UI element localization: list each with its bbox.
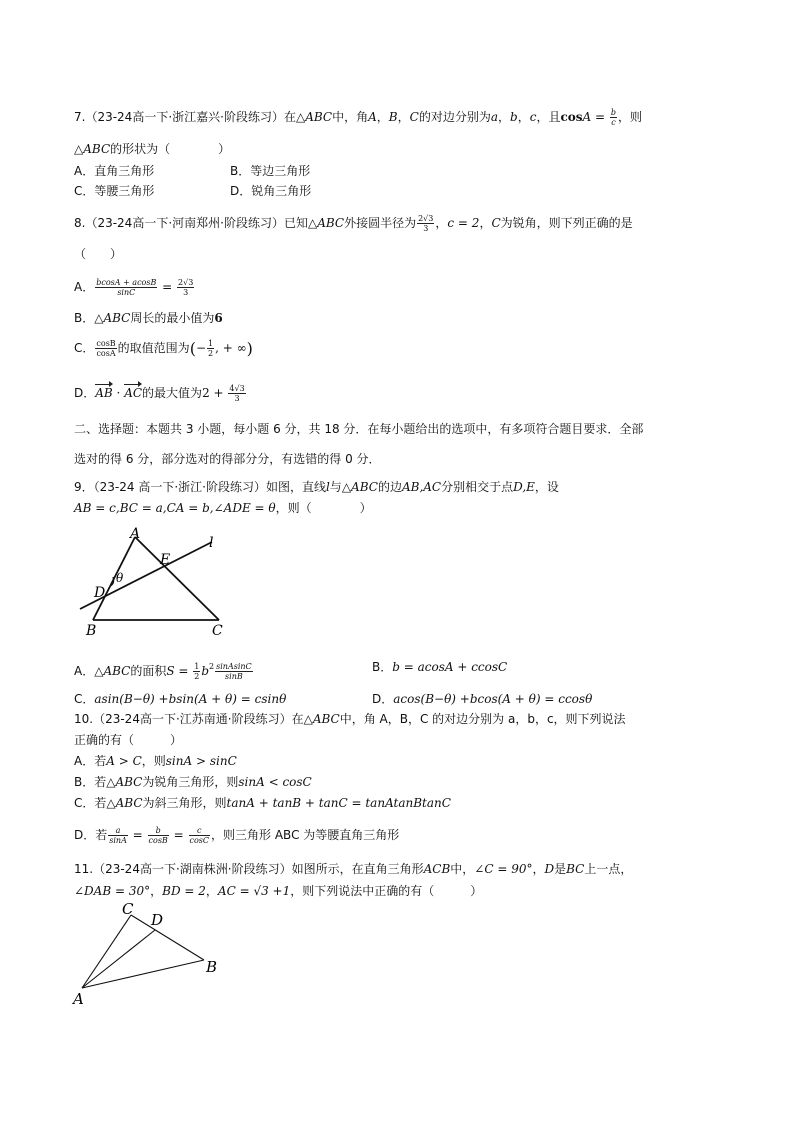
q9-opta-b: b [201,664,210,678]
q11-label-D: D [151,911,164,929]
q11-label-B: B [206,958,218,976]
q9-opta-fnum: sinAsinC [216,662,252,671]
q7-option-a[interactable]: A．直角三角形 [74,164,155,178]
q11-stem [74,860,632,878]
q8-optc-den: cosA [96,349,116,358]
q10-optd-label: D．若 [74,828,108,842]
q11-figure [70,900,230,1010]
q9-label-E: E [160,552,171,568]
q11-label-A: A [73,990,84,1008]
q10-optc-text: 为斜三角形，则 [142,796,227,810]
q8-optc-neg: − [195,341,206,355]
q10-optd-d2: cosB [148,836,168,845]
q9-option-d[interactable] [372,690,592,708]
q7-comma1: ， [376,110,389,124]
q7-C: C [409,110,419,124]
q10-optd-d3: cosC [189,836,210,845]
q11-mid2: ， [532,862,545,876]
q9-stem [74,478,559,496]
q7-b: b [510,110,518,124]
q8-optd-label: D． [74,386,96,400]
q10-tail: 中，角 A，B，C 的对边分别为 a，b，c，则下列说法 [339,712,626,726]
q8-radius-frac [417,214,434,233]
q8-optd-vec-ab: AB [95,386,113,400]
q10-optd-frac3 [189,826,211,845]
q11-mid3: 是 [554,862,567,876]
q9-option-b[interactable] [372,658,507,676]
q9-label-A: A [130,526,141,542]
q11-BC: BC [566,862,585,876]
q8-optb-tri: △ [94,311,104,325]
q10-opta-res: sinA > sinC [165,754,237,768]
section2-header-line1: 二、选择题：本题共 3 小题，每小题 6 分，共 18 分．在每小题给出的选项中，有多项符合题目要求．全部 [74,422,644,436]
q10-optc-tri: △ [106,796,116,810]
q8-paren: （ ） [74,247,123,261]
q9-tri: △ [341,480,352,494]
q11-lead: 11.（23-24高一下·湖南株洲·阶段练习）如图所示，在直角三角形 [74,862,424,876]
q10-optd-frac2 [148,826,169,845]
q8-optb-val: 6 [214,311,223,325]
q10-optd-d1: sinA [109,836,127,845]
q11-angle: ∠C = 90° [474,862,533,876]
q7-option-c[interactable]: C．等腰三角形 [74,184,155,198]
q8-opta-num: bcosA + acosB [96,278,157,287]
q8-mid3: ， [479,216,492,230]
q10-optb-text: 为锐角三角形，则 [142,775,239,789]
q9-opta-hnum: 1 [194,662,200,671]
q11-D: D [544,862,555,876]
q8-optd-frac [228,384,245,403]
q8-optb-abc: ABC [103,311,131,325]
q10-option-c[interactable] [74,794,451,812]
q9-mid: 与 [329,480,342,494]
q9-sides: AB,AC [401,480,442,494]
q8-optd-text: 的最大值为 [142,386,203,400]
q7-line2-tail: 的形状为（ ） [110,142,231,156]
q10-optb-abc: ABC [115,775,143,789]
q9-side-ac [135,537,219,620]
q8-C: C [491,216,501,230]
q7-cos: cos [560,110,583,124]
q7-comma4: ， [517,110,530,124]
q7-frac-den: c [611,118,616,127]
q8-opta-rfrac [177,278,194,297]
q11-l2b: ， [150,884,163,898]
q8-optb-text: 周长的最小值为 [130,311,215,325]
q8-optd-fnum: 4√3 [229,384,245,393]
q8-abc: ABC [317,216,345,230]
q9-l: l [325,480,330,494]
section2-header-line2: 选对的得 6 分，部分选对的得部分分，有选错的得 0 分． [74,452,381,466]
q9-definitions: AB = c,BC = a,CA = b,∠ADE = θ [74,501,276,515]
q9-label-C: C [212,623,223,639]
q8-tail: 为锐角，则下列正确的是 [500,216,633,230]
q9-opta-half [193,662,200,681]
q10-option-d[interactable] [74,826,399,845]
q8-optd-fden: 3 [228,393,245,403]
q8-opta-rnum: 2√3 [178,278,194,287]
q10-stem-line2: 正确的有（ ） [74,733,183,747]
q7-stem-line2 [74,140,230,158]
q8-opta-rden: 3 [177,287,194,297]
q9-opta-label: A． [74,664,95,678]
q8-optc-rest: , + ∞ [215,341,247,355]
q8-optd-plus: 2 + [202,386,228,400]
q8-optc-label: C． [74,341,95,355]
q9-opta-hden: 2 [194,672,200,681]
q9-optc-label: C． [74,692,95,706]
q11-l2d: ， [205,884,218,898]
q7-option-d[interactable]: D．锐角三角形 [230,184,312,198]
q9-optd-label: D． [372,692,394,706]
q8-radius-den: 3 [417,223,434,233]
q7-eq: = [591,110,609,124]
q8-optc-half [207,339,214,358]
q9-opta-sup: 2 [209,662,215,671]
q7-a: a [490,110,498,124]
q9-stem-line2 [74,499,372,517]
q8-option-c[interactable] [74,339,253,358]
q9-opta-frac [215,662,253,681]
q7-mid2: 的对边分别为 [418,110,491,124]
q10-option-a[interactable] [74,752,237,770]
q11-l2a: ∠DAB = 30° [74,884,151,898]
q9-side-ab [93,537,135,620]
q8-opta-frac [95,278,157,297]
q8-optc-fden: 2 [208,349,214,358]
q8-optc-num: cosB [96,339,116,348]
q10-opta-label: A．若 [74,754,107,768]
q7-comma2: ， [397,110,410,124]
q7-cosA: A [582,110,592,124]
q8-option-b[interactable] [74,309,223,327]
q8-optd-vec-ac: AC [124,386,143,400]
q7-abc: ABC [305,110,333,124]
q7-tri: △ [295,110,306,124]
q8-optd-dot: · [112,386,125,400]
q9-lead: 9．（23-24 高一下·浙江·阶段练习）如图，直线 [74,480,326,494]
q9-option-a[interactable] [74,658,254,681]
q9-mid2: 的边 [377,480,402,494]
q11-side-cb [131,915,204,960]
q10-tri: △ [303,712,313,726]
q8-optc-text: 的取值范围为 [117,341,190,355]
q9-opta-fden: sinB [215,671,253,681]
q9-opta-s: S = [166,664,193,678]
q10-abc: ABC [312,712,340,726]
q9-label-theta: θ [116,571,124,585]
q7-c: c [529,110,537,124]
q7-mid3: ，且 [536,110,561,124]
q11-tail: 上一点， [584,862,633,876]
q10-optd-frac1 [108,826,128,845]
q7-tri2: △ [74,142,84,156]
q9-figure [74,522,234,642]
q11-stem-line2 [74,882,482,900]
q8-stem [74,214,633,233]
q9-tail: ，设 [534,480,559,494]
q10-stem [74,710,626,728]
q10-optd-eq1: = [128,828,147,842]
q10-optd-text: ，则三角形 ABC 为等腰直角三角形 [211,828,400,842]
q10-lead: 10.（23-24高一下·江苏南通·阶段练习）在 [74,712,304,726]
q11-l2e: AC = √3 +1 [217,884,291,898]
q8-tri: △ [307,216,318,230]
q10-optb-tri: △ [106,775,116,789]
q8-mid2: ， [435,216,448,230]
q7-abc2: ABC [83,142,111,156]
q9-optd-expr: acos(B−θ) +bcos(A + θ) = ccosθ [393,692,593,706]
q8-option-d[interactable] [74,384,247,403]
q10-optd-n1: a [115,826,121,835]
q11-label-C: C [122,900,134,918]
q7-frac-num: b [610,108,617,117]
q9-pts: D,E [513,480,535,494]
q7-comma3: ， [497,110,510,124]
q11-acb: ACB [423,862,451,876]
q8-opta-den: sinC [95,287,157,297]
q10-optd-n2: b [155,826,161,835]
q10-optc-label: C．若 [74,796,107,810]
q7-lead: 7.（23-24高一下·浙江嘉兴·阶段练习）在 [74,110,296,124]
q8-mid: 外接圆半径为 [344,216,417,230]
q7-A: A [368,110,377,124]
q7-frac [610,108,617,127]
q9-mid3: 分别相交于点 [441,480,514,494]
q11-side-ac [82,915,131,988]
q7-tail: ，则 [618,110,643,124]
q11-l2c: BD = 2 [162,884,206,898]
q8-radius-num: 2√3 [418,214,434,223]
q7-stem [74,108,642,127]
q10-option-b[interactable] [74,773,312,791]
q7-B: B [388,110,398,124]
q9-abc: ABC [351,480,378,494]
q11-l2f: ，则下列说法中正确的有（ ） [290,884,483,898]
q9-opta-tri: △ [94,664,104,678]
q8-opta-label: A． [74,280,95,294]
q9-opta-text: 的面积 [130,664,167,678]
q7-option-b[interactable]: B．等边三角形 [230,164,311,178]
q9-optb-label: B． [372,660,393,674]
q9-opta-abc: ABC [103,664,131,678]
q10-optb-label: B．若 [74,775,107,789]
q8-lead: 8.（23-24高一下·河南郑州·阶段练习）已知 [74,216,308,230]
q9-label-l: l [209,535,214,551]
q9-optc-expr: asin(B−θ) +bsin(A + θ) = csinθ [94,692,287,706]
q9-optb-expr: b = acosA + ccosC [392,660,508,674]
q8-opta-eq: = [158,280,177,294]
q10-optd-eq2: = [169,828,188,842]
q9-label-D: D [94,585,106,601]
q9-label-B: B [86,623,97,639]
q10-optc-res: tanA + tanB + tanC = tanAtanBtanC [226,796,451,810]
q10-optc-abc: ABC [115,796,143,810]
q11-mid: 中， [450,862,475,876]
q8-optc-open: ( [189,339,196,358]
q9-line2-tail: ，则（ ） [275,501,372,515]
q8-optc-frac [95,339,116,358]
q8-optb-label: B． [74,311,95,325]
q10-opta-cond: A > C [106,754,142,768]
q7-mid: 中，角 [332,110,369,124]
q9-option-c[interactable] [74,690,286,708]
q10-opta-text: ，则 [141,754,166,768]
q10-optb-res: sinA < cosC [238,775,312,789]
q10-optd-n3: c [197,826,202,835]
q8-option-a[interactable] [74,278,195,297]
q8-c-eq: c = 2 [447,216,480,230]
q8-optc-close: ) [246,339,253,358]
q8-optc-fnum: 1 [208,339,214,348]
